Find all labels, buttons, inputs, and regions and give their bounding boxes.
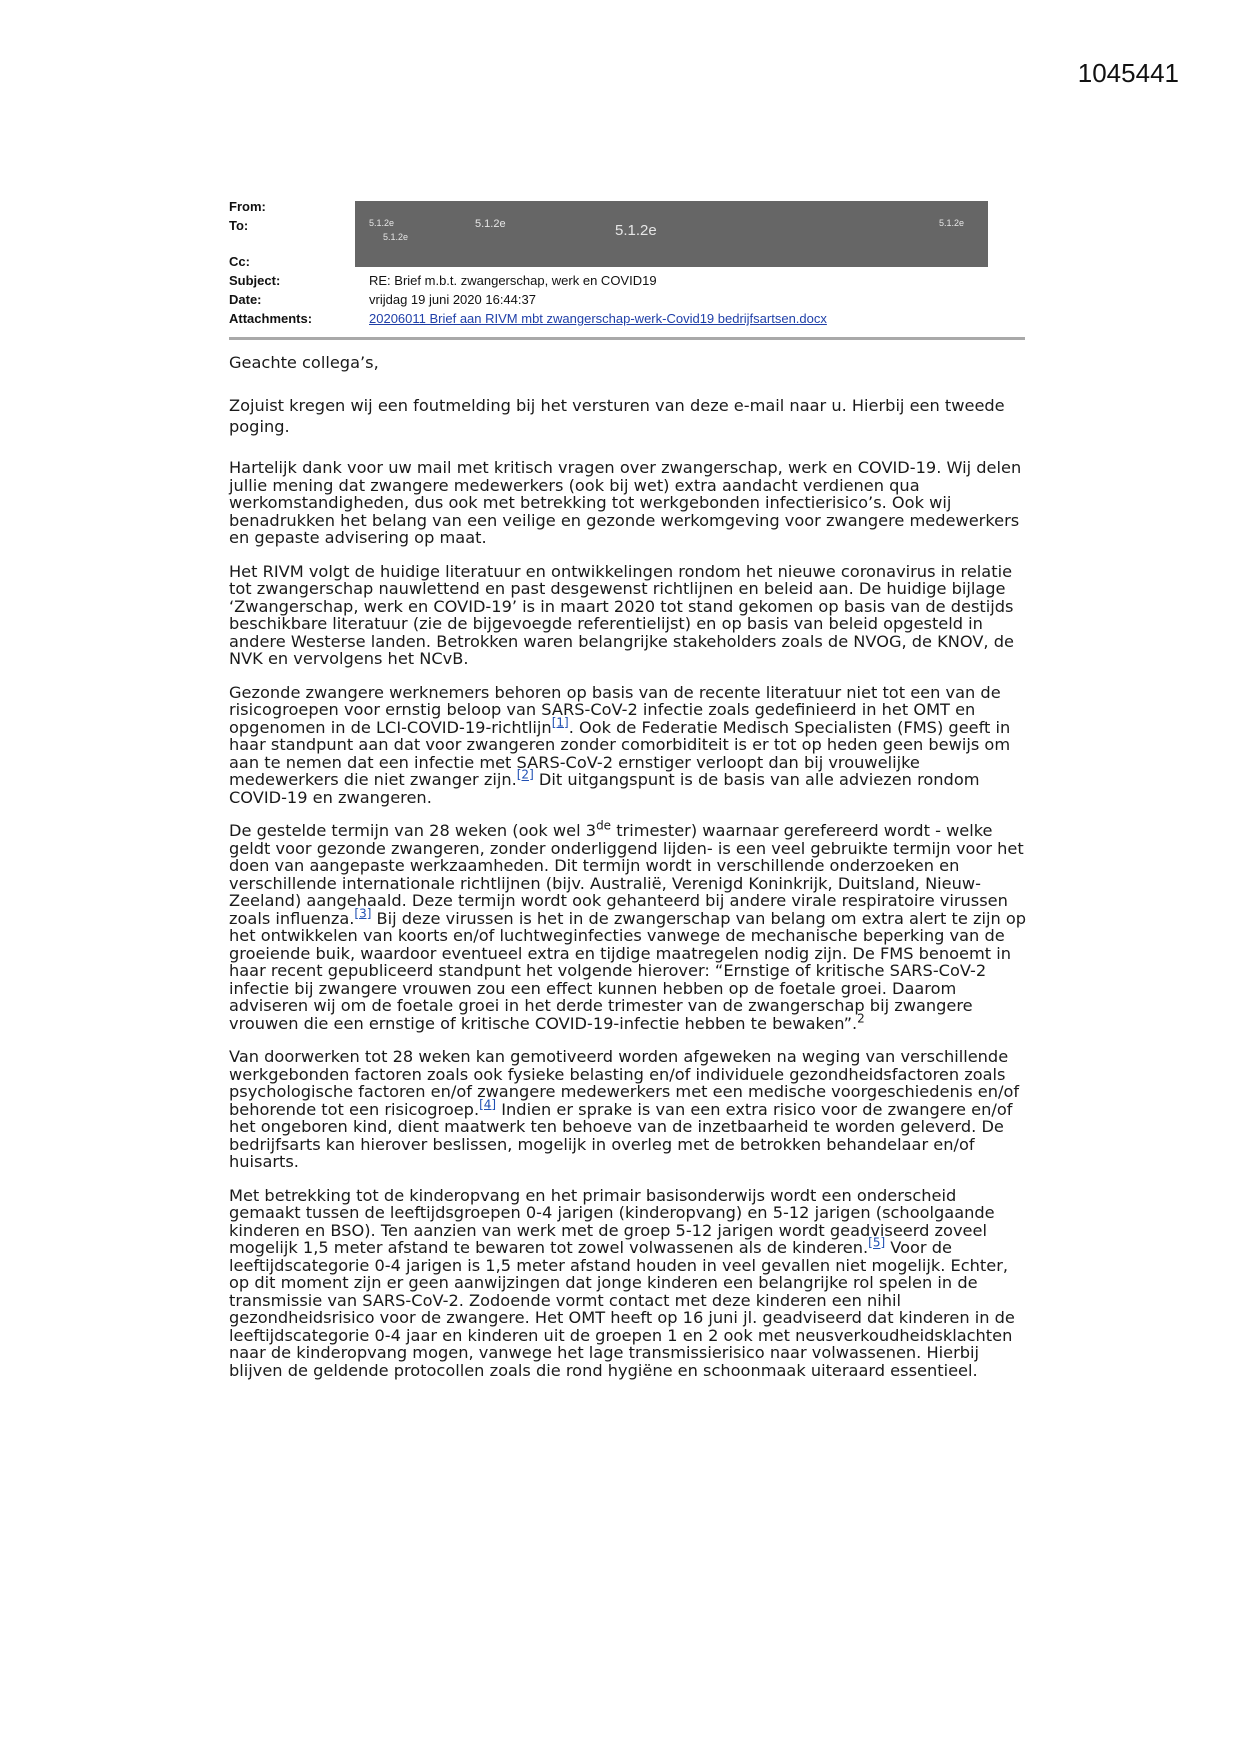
footnote-link-5[interactable]: [5] bbox=[868, 1235, 886, 1250]
paragraph-5-text: Bij deze virussen is het in de zwangerschap van belang om extra alert te zijn op het ontwikkelen van koorts en/of luchtweginfecties vanwege de mechanische beperking van de groeiende buik, waardoor eventueel extra en tijdige maatregelen nodig zijn. De FMS benoemt in haar recent gepubliceerd standpunt het volgende hierover: “Ernstige of kritische SARS-CoV-2 infectie bij zwangere vrouwen zou een effect kunnen hebben op de foetale groei. Daarom adviseren wij om de foetale groei in het derde trimester van de zwangerschap bij zwangere vrouwen die een ernstige of kritische COVID-19-infectie hebben te bewaken”. bbox=[229, 908, 1027, 1033]
paragraph-3: Het RIVM volgt de huidige literatuur en ontwikkelingen rondom het nieuwe coronavirus in relatie tot zwangerschap nauwlettend en past desgewenst richtlijnen en beleid aan. De huidige bijlage ‘Zwangerschap, werk en COVID-19’ is in maart 2020 tot stand gekomen op basis van de destijds beschikbare literatuur (zie de bijgevoegde referentielijst) en op basis van beleid opgesteld in andere Westerse landen. Betrokken waren belangrijke stakeholders zoals de NVOG, de KNOV, de NVK en vervolgens het NCvB. bbox=[229, 561, 1014, 668]
paragraph-7-text: Met betrekking tot de kinderopvang en het primair basisonderwijs wordt een onderscheid gemaakt tussen de leeftijdsgroepen 0-4 jarigen (kinderopvang) en 5-12 jarigen (schoolgaande kinderen en BSO). Ten aanzien van werk met de groep 5-12 jarigen wordt geadviseerd zoveel mogelijk 1,5 meter afstand te bewaren tot zowel volwassenen als de kinderen. bbox=[229, 1185, 995, 1257]
cc-label: Cc: bbox=[229, 254, 250, 269]
superscript: de bbox=[596, 818, 612, 833]
footnote-link-3[interactable]: [3] bbox=[354, 906, 372, 921]
paragraph-4 bbox=[229, 684, 1029, 807]
footnote-link-4[interactable]: [4] bbox=[479, 1097, 497, 1112]
superscript: 2 bbox=[857, 1011, 865, 1026]
date-value: vrijdag 19 juni 2020 16:44:37 bbox=[369, 292, 536, 307]
attachment-link[interactable]: 20206011 Brief aan RIVM mbt zwangerschap-werk-Covid19 bedrijfsartsen.docx bbox=[369, 311, 827, 326]
redaction-block bbox=[355, 201, 988, 267]
attachments-label: Attachments: bbox=[229, 311, 313, 326]
greeting: Geachte collega’s, bbox=[229, 353, 379, 372]
document-id: 1045441 bbox=[1077, 58, 1179, 88]
paragraph-4-text: . Ook de Federatie Medisch Specialisten (FMS) geeft in haar standpunt aan dat voor zwangeren zonder comorbiditeit is er tot op heden geen bewijs om aan te nemen dat een infectie met SARS-CoV-2 ernstiger verloopt dan bij vrouwelijke medewerkers die niet zwanger zijn. bbox=[229, 717, 1011, 789]
redaction-code: 5.1.2e bbox=[369, 218, 395, 228]
paragraph-5 bbox=[229, 818, 1029, 1033]
paragraph-2: Hartelijk dank voor uw mail met kritisch vragen over zwangerschap, werk en COVID-19. Wij delen jullie mening dat zwangere medewerkers (ook bij wet) extra aandacht verdienen qua werkomstandigheden, dus ook met betrekking tot werkgebonden infectierisico’s. Ook wij benadrukken het belang van een veilige en gezonde werkomgeving voor zwangere medewerkers en gepaste advisering op maat. bbox=[229, 458, 1022, 547]
paragraph-4-text: Gezonde zwangere werknemers behoren op basis van de recente literatuur niet tot een van de risicogroepen voor ernstig beloop van SARS-CoV-2 infectie zoals gedefinieerd in het OMT en opgenomen in de LCI-COVID-19-richtlijn bbox=[229, 682, 1001, 737]
redaction-code: 5.1.2e bbox=[939, 218, 965, 228]
redaction-code: 5.1.2e bbox=[475, 218, 506, 230]
paragraph-7-text: Voor de leeftijdscategorie 0-4 jarigen is 1,5 meter afstand houden in veel gevallen niet mogelijk. Echter, op dit moment zijn er geen aanwijzingen dat jonge kinderen een belangrijke rol spelen in de transmissie van SARS-CoV-2. Zodoende vormt contact met deze kinderen een nihil gezondheidsrisico voor de zwangere. Het OMT heeft op 16 juni jl. geadviseerd dat kinderen in de leeftijdscategorie 0-4 jaar en kinderen uit de groepen 1 en 2 ook met neusverkoudheidsklachten naar de kinderopvang mogen, vanwege het lage transmissierisico naar volwassenen. Hierbij blijven de geldende protocollen zoals die rond hygiëne en schoonmaak uiteraard essentieel. bbox=[229, 1238, 1015, 1380]
subject-label: Subject: bbox=[229, 273, 281, 288]
paragraph-5-text: De gestelde termijn van 28 weken (ook wel 3 bbox=[229, 821, 597, 840]
email-body bbox=[229, 352, 1029, 1395]
subject-value: RE: Brief m.b.t. zwangerschap, werk en COVID19 bbox=[369, 273, 657, 288]
redaction-code: 5.1.2e bbox=[383, 232, 409, 242]
date-label: Date: bbox=[229, 292, 262, 307]
paragraph-6-text: Van doorwerken tot 28 weken kan gemotiveerd worden afgeweken na weging van verschillende werkgebonden factoren zoals ook fysieke belasting en/of individuele gezondheidsfactoren zoals psychologische factoren en/of zwangere medewerkers met een medische voorgeschiedenis en/of behorende tot een risicogroep. bbox=[229, 1047, 1020, 1119]
paragraph-5-text: trimester) waarnaar gerefereerd wordt - welke geldt voor gezonde zwangeren, zonder onderliggend lijden- is een veel gebruikte termijn voor het doen van aangepaste werkzaamheden. Dit termijn wordt in verschillende onderzoeken en verschillende internationale richtlijnen (bijv. Australië, Verenigd Koninkrijk, Duitsland, Nieuw-Zeeland) aangehaald. Deze termijn wordt ook gehanteerd bij andere virale respiratoire virussen zoals influenza. bbox=[229, 821, 1024, 928]
to-label: To: bbox=[229, 218, 249, 233]
header-divider bbox=[229, 337, 1025, 340]
paragraph-4-text: Dit uitgangspunt is de basis van alle adviezen rondom COVID-19 en zwangeren. bbox=[229, 770, 980, 807]
paragraph-1: Zojuist kregen wij een foutmelding bij het versturen van deze e-mail naar u. Hierbij een tweede poging. bbox=[229, 396, 1005, 436]
from-label: From: bbox=[229, 199, 266, 214]
paragraph-6-text: Indien er sprake is van een extra risico voor de zwangere en/of het ongeboren kind, dient maatwerk ten behoeve van de inzetbaarheid te worden geleverd. De bedrijfsarts kan hierover beslissen, mogelijk in overleg met de betrokken behandelaar en/of huisarts. bbox=[229, 1099, 1013, 1171]
footnote-link-1[interactable]: [1] bbox=[551, 715, 569, 730]
redaction-code: 5.1.2e bbox=[615, 222, 657, 239]
footnote-link-2[interactable]: [2] bbox=[516, 767, 534, 782]
paragraph-6 bbox=[229, 1048, 1029, 1171]
paragraph-7 bbox=[229, 1187, 1029, 1380]
